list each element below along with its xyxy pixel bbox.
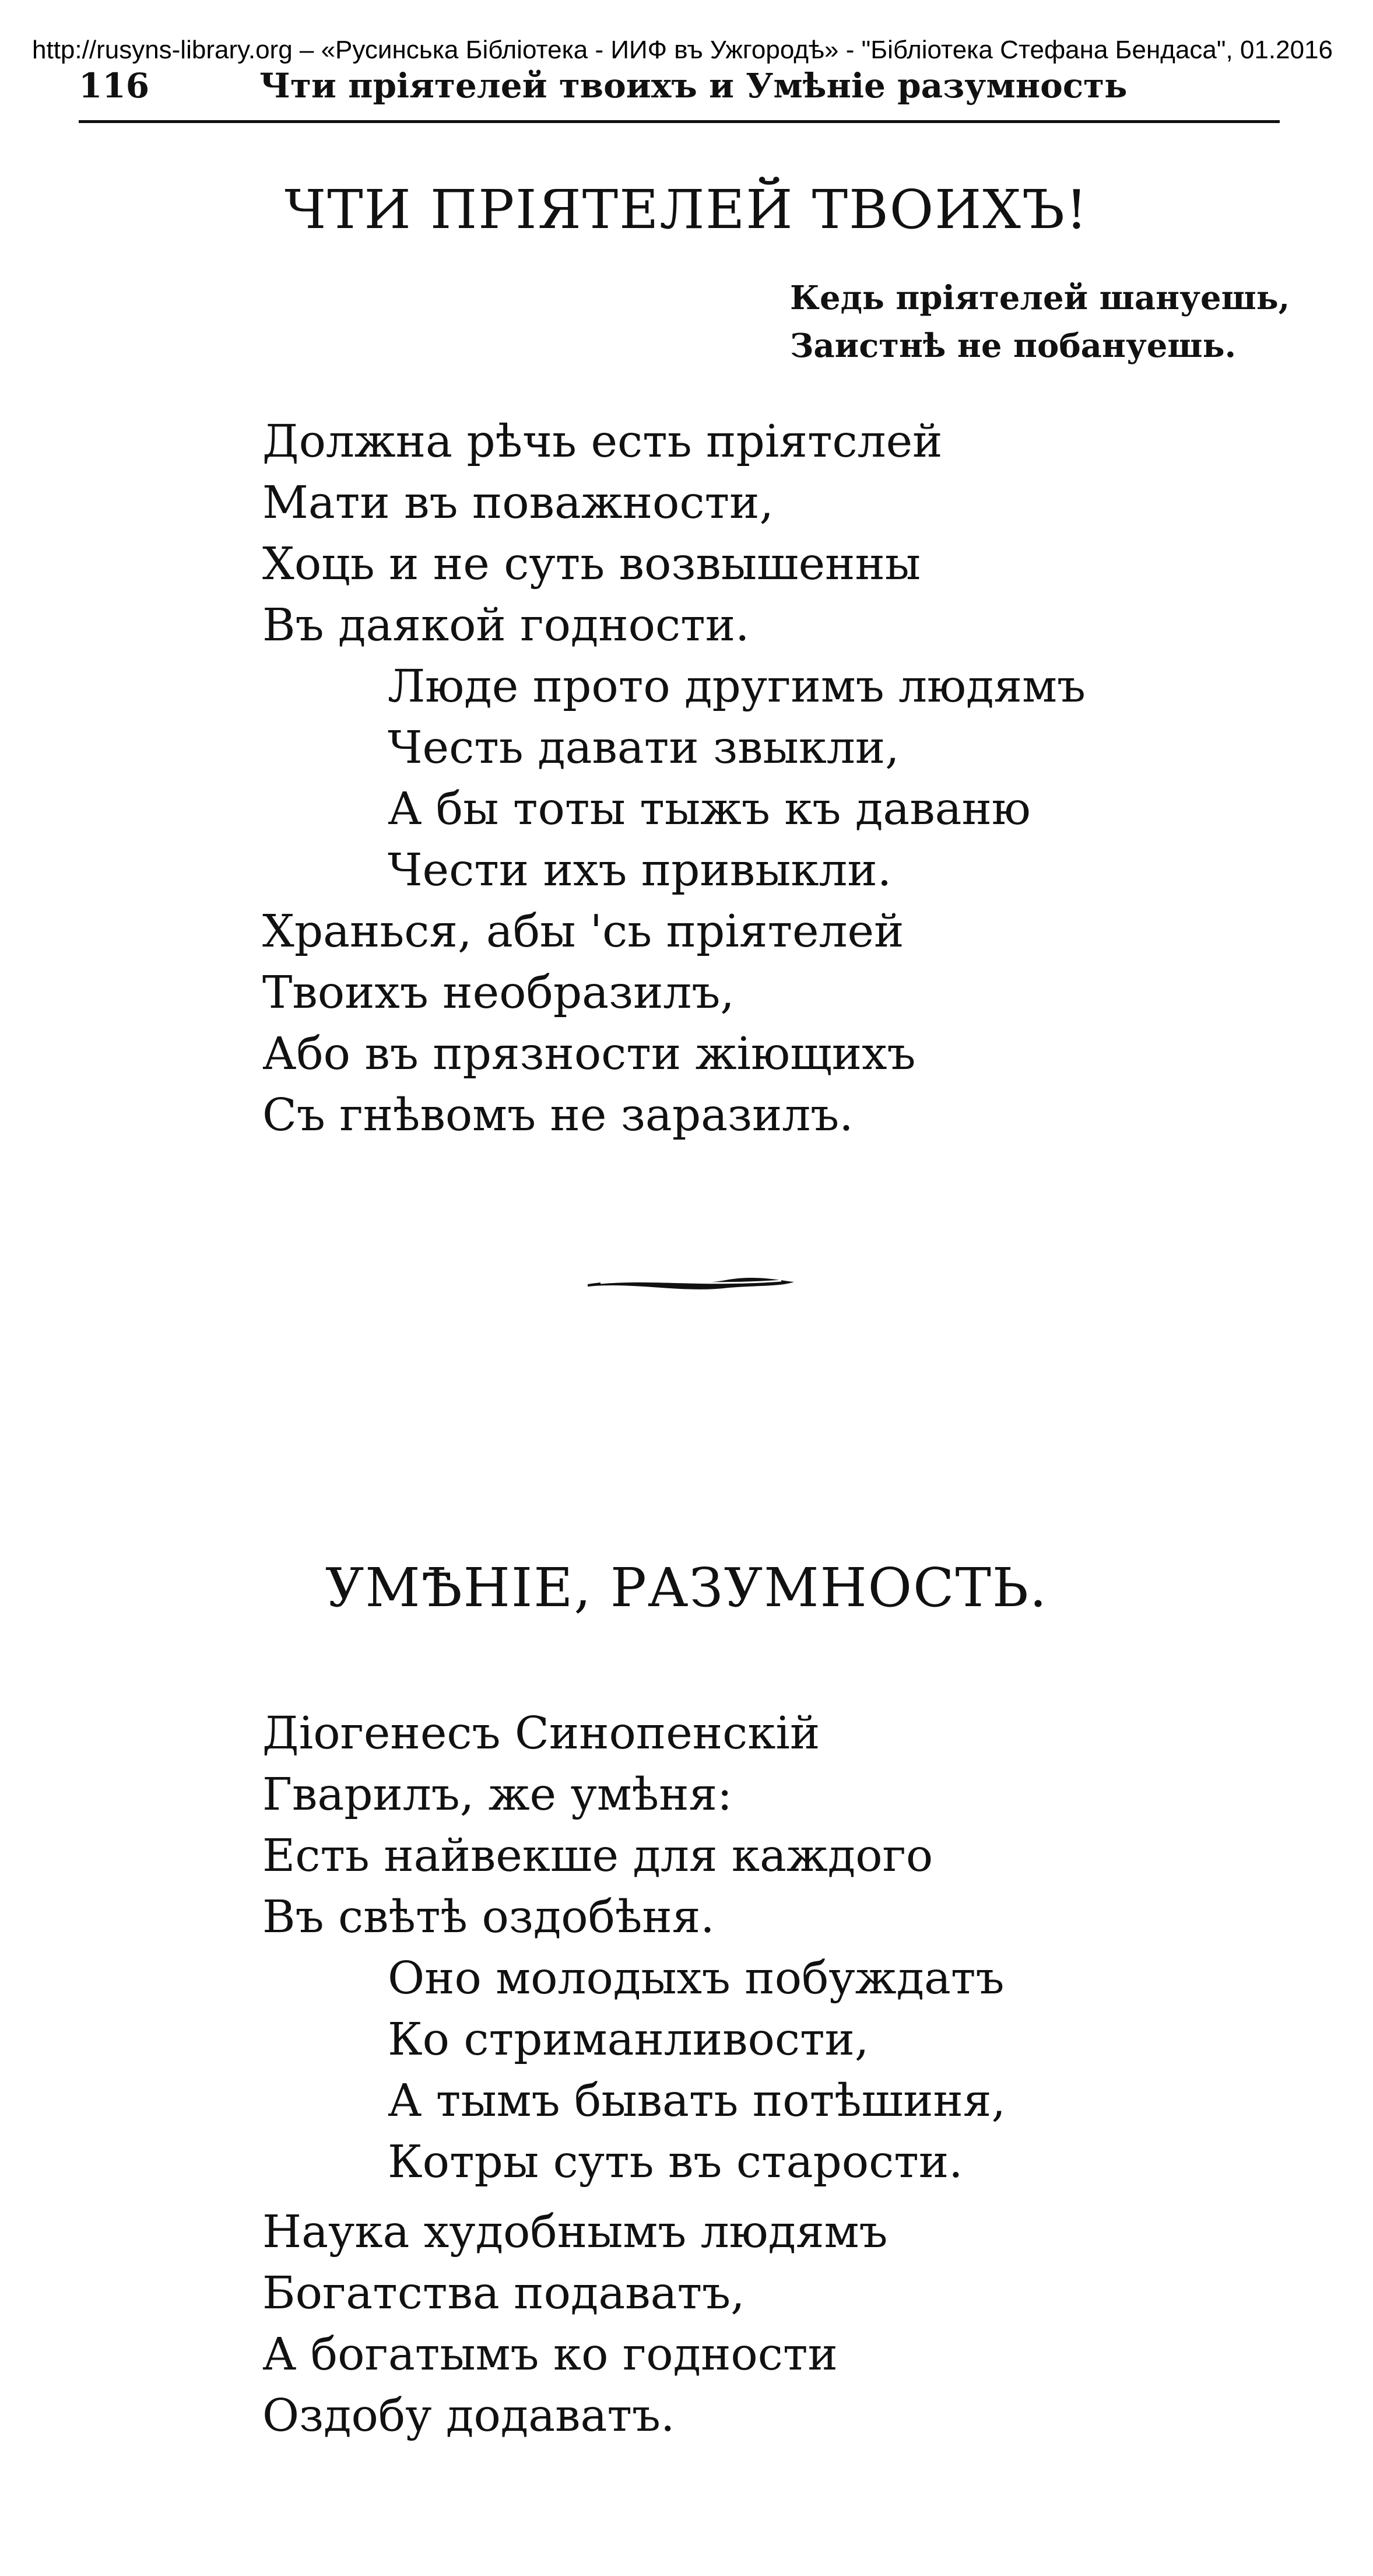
section-ornament bbox=[583, 1271, 799, 1295]
poem1-verse bbox=[262, 411, 1086, 1146]
poem1-title: ЧТИ ПРІЯТЕЛЕЙ ТВОИХЪ! bbox=[285, 178, 1088, 241]
verse-line: Хоць и не суть возвышенны bbox=[262, 538, 921, 590]
verse-line: Должна рѣчь есть пріятслей bbox=[262, 416, 943, 468]
verse-line: А богатымъ ко годности bbox=[262, 2329, 838, 2381]
verse-line: Діогенесъ Синопенскій bbox=[262, 1708, 820, 1760]
poem2-title: УМѢНІЕ, РАЗУМНОСТЬ. bbox=[325, 1557, 1048, 1619]
verse-line: Богатства подаватъ, bbox=[262, 2267, 745, 2319]
verse-line: Твоихъ необразилъ, bbox=[262, 967, 735, 1019]
verse-line: Котры суть въ старости. bbox=[388, 2136, 963, 2188]
verse-line: Гварилъ, же умѣня: bbox=[262, 1769, 733, 1821]
verse-line: Оздобу додаватъ. bbox=[262, 2390, 675, 2442]
poem2-stanza-1 bbox=[262, 1703, 1006, 2193]
epigraph-line: Заистнѣ не побануешь. bbox=[790, 327, 1237, 365]
verse-line: Або въ прязности жіющихъ bbox=[262, 1028, 916, 1080]
verse-line: Съ гнѣвомъ не заразилъ. bbox=[262, 1089, 854, 1141]
verse-line: Чести ихъ привыкли. bbox=[388, 844, 892, 896]
verse-line: Честь давати звыкли, bbox=[388, 722, 900, 774]
verse-line: Есть найвекше для каждого bbox=[262, 1830, 933, 1882]
header-rule bbox=[79, 120, 1280, 123]
verse-line: Люде прото другимъ людямъ bbox=[388, 661, 1086, 713]
poem1-epigraph bbox=[790, 274, 1290, 370]
running-head-title: Чти пріятелей твоихъ и Умѣніе разумность bbox=[259, 66, 1128, 106]
verse-line: Ко стриманливости, bbox=[388, 2014, 869, 2066]
verse-line: А бы тоты тыжъ къ даваню bbox=[388, 783, 1031, 835]
verse-line: Мати въ поважности, bbox=[262, 477, 774, 529]
verse-line: А тымъ бывать потѣшиня, bbox=[388, 2075, 1006, 2127]
verse-line: Въ даякой годности. bbox=[262, 600, 750, 651]
verse-line: Наука худобнымъ людямъ bbox=[262, 2206, 888, 2258]
running-head bbox=[79, 65, 1280, 106]
verse-line: Хранься, абы 'сь пріятелей bbox=[262, 906, 904, 958]
verse-line: Оно молодыхъ побуждатъ bbox=[388, 1953, 1005, 2004]
verse-line: Въ свѣтѣ оздобѣня. bbox=[262, 1891, 715, 1943]
page-number: 116 bbox=[79, 66, 150, 106]
poem2-stanza-2 bbox=[262, 2202, 888, 2447]
epigraph-line: Кедь пріятелей шануешь, bbox=[790, 279, 1290, 317]
source-url-line: http://rusyns-library.org – «Русинська Бібліотека - ИИФ въ Ужгородѣ» - "Бібліотека Стефана Бендаса", 01.2016 bbox=[32, 36, 1333, 64]
